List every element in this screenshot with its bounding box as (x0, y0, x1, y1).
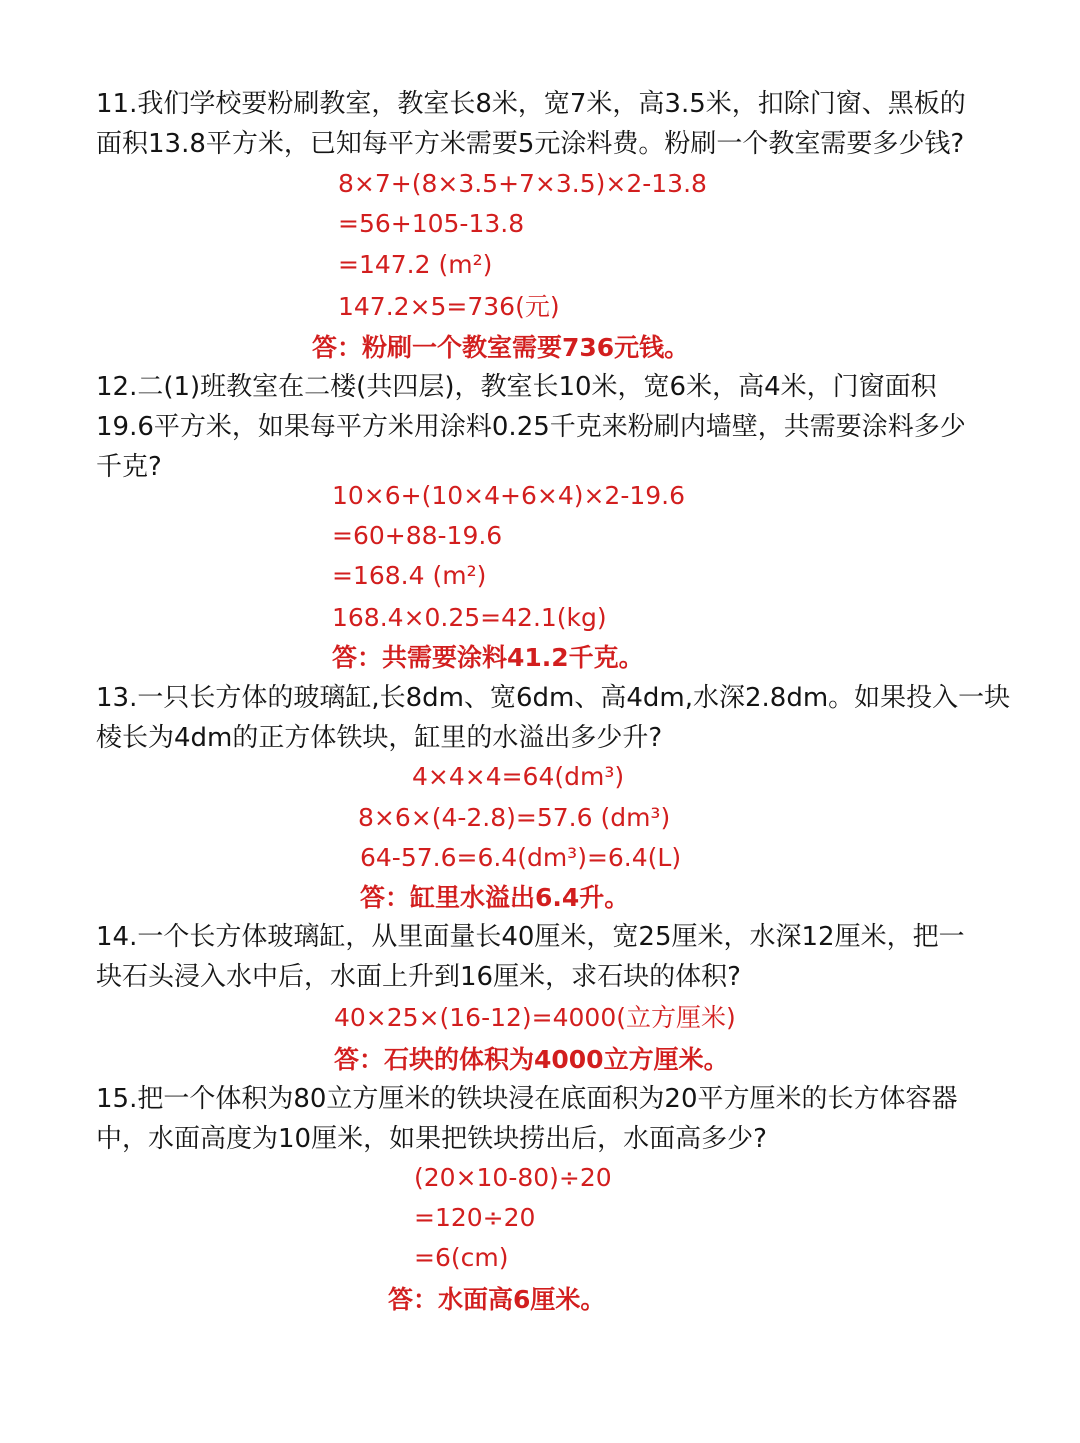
problem-15-text (96, 1079, 996, 1159)
problem-13-step-1: 4×4×4=64(dm³) (412, 762, 625, 791)
problem-15-step-2: =120÷20 (414, 1203, 536, 1232)
problem-12-step-3: =168.4 (m²) (332, 561, 487, 590)
problem-12-step-2: =60+88-19.6 (332, 521, 503, 550)
problem-12-text (96, 367, 996, 487)
problem-11-line-1: 11.我们学校要粉刷教室，教室长8米，宽7米，高3.5米，扣除门窗、黑板的 (96, 89, 966, 119)
problem-12-step-4: 168.4×0.25=42.1(kg) (332, 603, 607, 632)
problem-14-line-2: 块石头浸入水中后，水面上升到16厘米，求石块的体积? (96, 962, 741, 992)
problem-14-line-1: 14.一个长方体玻璃缸，从里面量长40厘米，宽25厘米，水深12厘米，把一 (96, 922, 965, 952)
problem-12-line-3: 千克? (96, 452, 162, 482)
problem-15-step-1: (20×10-80)÷20 (414, 1163, 612, 1192)
problem-14-step-1: 40×25×(16-12)=4000(立方厘米) (334, 1003, 736, 1032)
problem-14-text (96, 917, 996, 997)
problem-13-step-3: 64-57.6=6.4(dm³)=6.4(L) (360, 843, 682, 872)
problem-13-line-1: 13.一只长方体的玻璃缸,长8dm、宽6dm、高4dm,水深2.8dm。如果投入一块 (96, 683, 1011, 713)
problem-12-line-1: 12.二(1)班教室在二楼(共四层)，教室长10米，宽6米，高4米，门窗面积 (96, 372, 937, 402)
problem-11-step-3: =147.2 (m²) (338, 250, 493, 279)
problem-11-step-2: =56+105-13.8 (338, 209, 525, 238)
problem-13-step-2: 8×6×(4-2.8)=57.6 (dm³) (358, 803, 671, 832)
problem-12-step-1: 10×6+(10×4+6×4)×2-19.6 (332, 481, 686, 510)
problem-15-answer: 答：水面高6厘米。 (388, 1285, 606, 1314)
problem-11-text (96, 84, 996, 164)
problem-11-step-4: 147.2×5=736(元) (338, 292, 560, 321)
problem-12-line-2: 19.6平方米，如果每平方米用涂料0.25千克来粉刷内墙壁，共需要涂料多少 (96, 412, 966, 442)
problem-12-answer: 答：共需要涂料41.2千克。 (332, 643, 644, 672)
problem-11-answer: 答：粉刷一个教室需要736元钱。 (312, 333, 690, 362)
problem-13-answer: 答：缸里水溢出6.4升。 (360, 883, 630, 912)
problem-11-line-2: 面积13.8平方米，已知每平方米需要5元涂料费。粉刷一个教室需要多少钱? (96, 129, 965, 159)
problem-15-line-2: 中，水面高度为10厘米，如果把铁块捞出后，水面高多少? (96, 1124, 767, 1154)
problem-14-answer: 答：石块的体积为4000立方厘米。 (334, 1045, 729, 1074)
problem-13-line-2: 棱长为4dm的正方体铁块，缸里的水溢出多少升? (96, 723, 663, 753)
problem-15-step-3: =6(cm) (414, 1243, 509, 1272)
problem-13-text (96, 678, 1011, 758)
problem-15-line-1: 15.把一个体积为80立方厘米的铁块浸在底面积为20平方厘米的长方体容器 (96, 1084, 958, 1114)
problem-11-step-1: 8×7+(8×3.5+7×3.5)×2-13.8 (338, 169, 707, 198)
